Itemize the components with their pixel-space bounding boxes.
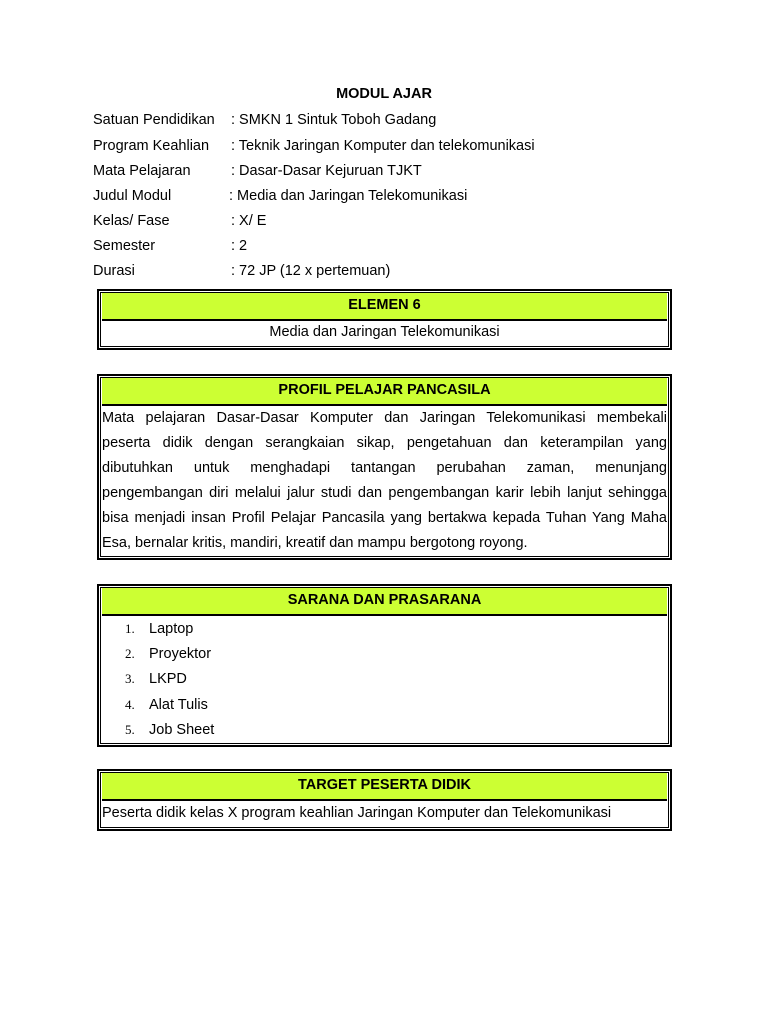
- list-number: 3.: [125, 671, 135, 687]
- profil-box: [97, 374, 672, 560]
- identity-value: : X/ E: [231, 213, 267, 229]
- identity-row-judul-modul: [93, 185, 468, 207]
- list-text: LKPD: [149, 671, 187, 688]
- list-number: 4.: [125, 696, 135, 712]
- list-item: [125, 641, 668, 666]
- list-number: 5.: [125, 721, 135, 737]
- identity-label: Judul Modul: [93, 188, 172, 204]
- sarana-box-inner: [100, 587, 669, 744]
- elemen-heading: ELEMEN 6: [102, 293, 667, 321]
- list-text: Proyektor: [149, 646, 212, 663]
- identity-value: : 72 JP (12 x pertemuan): [231, 263, 391, 279]
- elemen-body: Media dan Jaringan Telekomunikasi: [269, 324, 500, 340]
- identity-label: Program Keahlian: [93, 138, 210, 154]
- list-item: [125, 616, 668, 641]
- identity-row-mata-pelajaran: [93, 160, 422, 182]
- sarana-heading: SARANA DAN PRASARANA: [102, 588, 667, 616]
- profil-heading: PROFIL PELAJAR PANCASILA: [102, 378, 667, 406]
- list-item: [125, 692, 668, 717]
- list-number: 1.: [125, 621, 135, 636]
- identity-row-semester: [93, 235, 248, 257]
- elemen-box-inner: [100, 292, 669, 347]
- list-item: [125, 666, 668, 691]
- identity-label: Mata Pelajaran: [93, 163, 191, 179]
- identity-label: Semester: [93, 238, 156, 254]
- list-item: [125, 717, 668, 742]
- identity-row-kelas-fase: [93, 210, 267, 232]
- target-heading: TARGET PESERTA DIDIK: [102, 773, 667, 801]
- identity-value: : SMKN 1 Sintuk Toboh Gadang: [231, 112, 437, 128]
- identity-label: Kelas/ Fase: [93, 213, 170, 229]
- identity-value: : 2: [231, 238, 248, 254]
- identity-label: Durasi: [93, 263, 135, 279]
- document-title: MODUL AJAR: [336, 86, 432, 102]
- identity-value: : Teknik Jaringan Komputer dan telekomunikasi: [231, 138, 535, 154]
- elemen-box: [97, 289, 672, 350]
- profil-paragraph: Mata pelajaran Dasar-Dasar Komputer dan Jaringan Telekomunikasi membekali peserta didik dengan serangkaian sikap, pengetahuan dan keterampilan yang dibutuhkan untuk menghadapi tantangan perubahan zaman, menunjang pengembangan diri melalui jalur studi dan pengembangan karir lebih lanjut sehingga bisa menjadi insan Profil Pelajar Pancasila yang bertakwa kepada Tuhan Yang Maha Esa, bernalar kritis, mandiri, kreatif dan mampu bergotong royong.: [102, 410, 667, 551]
- identity-value: : Media dan Jaringan Telekomunikasi: [229, 188, 468, 204]
- profil-box-inner: [100, 377, 669, 557]
- list-text: Laptop: [149, 621, 194, 637]
- target-box: [97, 769, 672, 831]
- identity-value: : Dasar-Dasar Kejuruan TJKT: [231, 163, 422, 179]
- identity-row-satuan-pendidikan: [93, 109, 437, 131]
- sarana-box: [97, 584, 672, 747]
- list-number: 2.: [125, 646, 135, 662]
- target-body: Peserta didik kelas X program keahlian Jaringan Komputer dan Telekomunikasi: [102, 805, 612, 821]
- identity-row-durasi: [93, 260, 391, 282]
- list-text: Job Sheet: [149, 721, 215, 738]
- target-box-inner: [100, 772, 669, 828]
- sarana-list: [101, 616, 668, 742]
- identity-row-program-keahlian: [93, 135, 535, 157]
- identity-label: Satuan Pendidikan: [93, 112, 215, 128]
- list-text: Alat Tulis: [149, 696, 208, 713]
